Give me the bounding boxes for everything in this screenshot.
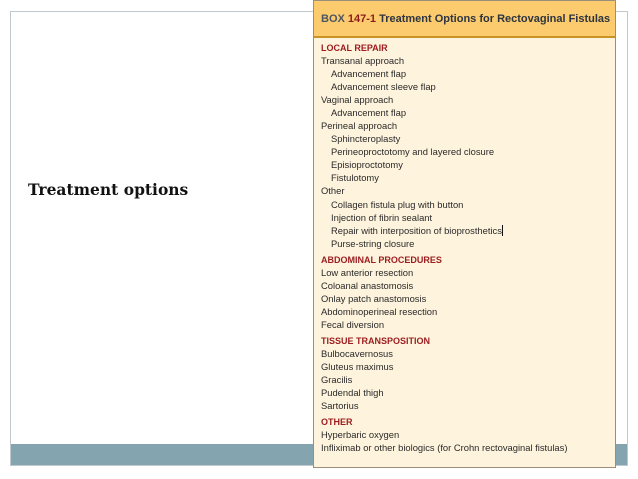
- list-item: [321, 132, 613, 145]
- list-item: [321, 158, 613, 171]
- list-item-text: Abdominoperineal resection: [321, 305, 438, 317]
- list-item: [321, 198, 613, 211]
- list-item: [321, 441, 613, 454]
- list-item: [321, 373, 613, 386]
- list-item: [321, 237, 613, 250]
- box-header: [314, 1, 615, 38]
- list-item: [321, 67, 613, 80]
- list-item-text: Perineal approach: [321, 120, 398, 132]
- list-item-text: Advancement flap: [331, 107, 407, 119]
- list-item: [321, 318, 613, 331]
- list-item-text: Gluteus maximus: [321, 360, 394, 372]
- treatment-box: [313, 0, 616, 468]
- list-item: [321, 305, 613, 318]
- list-item-text: Vaginal approach: [321, 94, 394, 106]
- list-item-text: Repair with interposition of bioprosthetics: [331, 224, 502, 236]
- list-item-text: Perineoproctotomy and layered closure: [331, 146, 495, 158]
- list-item: [321, 119, 613, 132]
- list-item-text: Episioproctotomy: [331, 159, 403, 171]
- list-item: [321, 399, 613, 412]
- box-label: BOX: [321, 13, 345, 25]
- list-item: [321, 386, 613, 399]
- list-item: [321, 106, 613, 119]
- section-title: OTHER: [321, 417, 353, 428]
- list-item-text: Onlay patch anastomosis: [321, 292, 427, 304]
- section-title: LOCAL REPAIR: [321, 43, 388, 53]
- list-item: [321, 184, 613, 197]
- list-item-text: Fecal diversion: [321, 318, 385, 330]
- section-title: TISSUE TRANSPOSITION: [321, 335, 431, 346]
- list-item-text: Purse-string closure: [331, 237, 415, 249]
- list-item-text: Low anterior resection: [321, 266, 414, 278]
- list-item: [321, 171, 613, 184]
- box-title-text: Treatment Options for Rectovaginal Fistulas: [379, 13, 611, 25]
- list-item-text: Infliximab or other biologics (for Crohn rectovaginal fistulas): [321, 442, 568, 454]
- section-title: ABDOMINAL PROCEDURES: [321, 254, 442, 265]
- list-item-text: Advancement flap: [331, 68, 407, 80]
- list-item: [321, 211, 613, 224]
- list-item-text: Transanal approach: [321, 55, 405, 66]
- box-title: [321, 13, 610, 25]
- list-item-text: Coloanal anastomosis: [321, 279, 414, 291]
- text-cursor: [502, 225, 503, 236]
- list-item: [321, 347, 613, 360]
- list-item-text: Sartorius: [321, 400, 359, 412]
- list-item: [321, 93, 613, 106]
- list-item-text: Other: [321, 185, 345, 197]
- list-item-text: Sphincteroplasty: [331, 133, 401, 145]
- list-item: [321, 360, 613, 373]
- list-item: [321, 80, 613, 93]
- list-item: [321, 292, 613, 305]
- box-body: [321, 42, 613, 454]
- slide-heading: Treatment options: [28, 180, 189, 199]
- list-item-text: Hyperbaric oxygen: [321, 429, 400, 441]
- list-item: [321, 224, 613, 237]
- list-item-text: Collagen fistula plug with button: [331, 198, 464, 210]
- list-item: [321, 54, 613, 67]
- list-item-text: Fistulotomy: [331, 172, 379, 184]
- box-number: 147-1: [347, 13, 377, 25]
- list-item: [321, 279, 613, 292]
- list-item-text: Advancement sleeve flap: [331, 81, 436, 93]
- list-item-text: Pudendal thigh: [321, 387, 384, 399]
- list-item-text: Gracilis: [321, 374, 353, 386]
- list-item-text: Bulbocavernosus: [321, 347, 393, 359]
- list-item-text: Injection of fibrin sealant: [331, 211, 433, 223]
- list-item: [321, 266, 613, 279]
- list-item: [321, 145, 613, 158]
- list-item: [321, 428, 613, 441]
